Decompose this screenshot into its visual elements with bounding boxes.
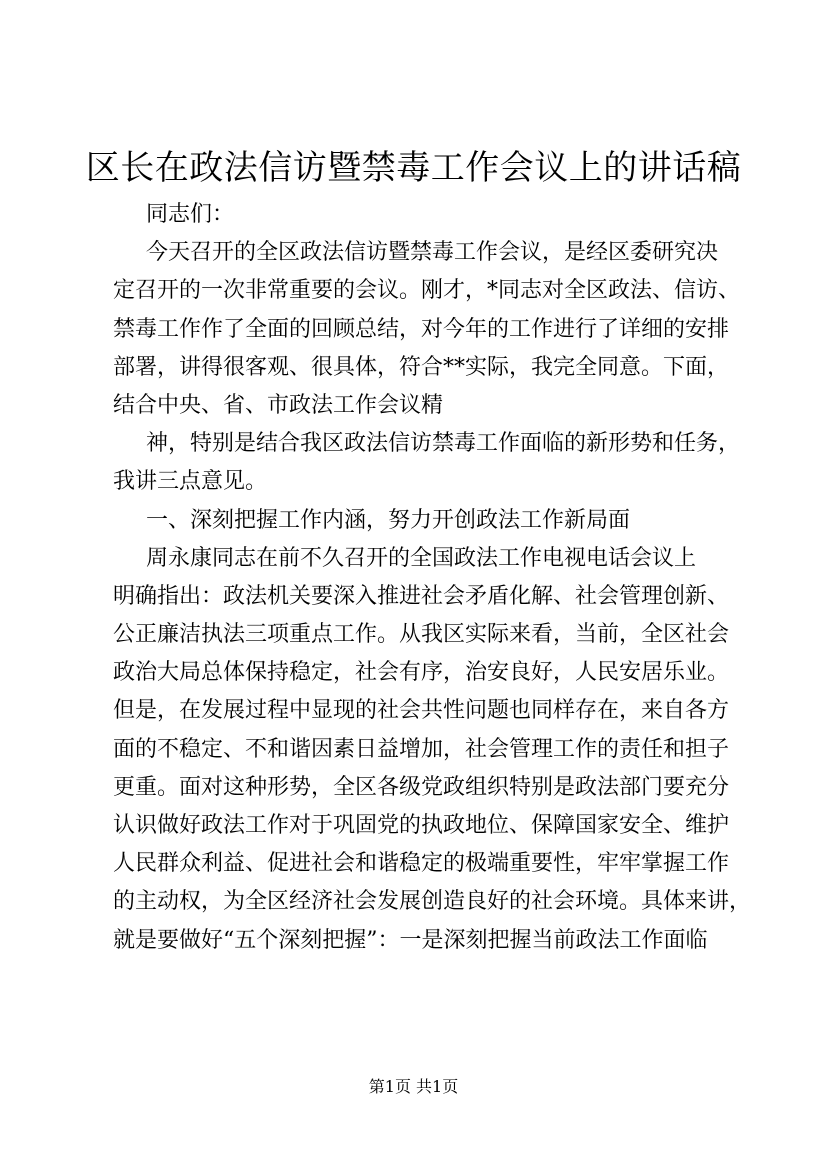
text-line: 我讲三点意见。	[113, 469, 268, 495]
page-footer: 第1页 共1页	[368, 1077, 459, 1096]
text-line: 政治大局总体保持稳定，社会有序，治安良好，人民安居乐业。	[113, 660, 730, 686]
text-line: 的主动权，为全区经济社会发展创造良好的社会环境。具体来讲，	[113, 889, 752, 915]
document-title: 区长在政法信访暨禁毒工作会议上的讲话稿	[85, 148, 742, 188]
text-line: 更重。面对这种形势，全区各级党政组织特别是政法部门要充分	[113, 774, 730, 800]
text-line: 今天召开的全区政法信访暨禁毒工作会议，是经区委研究决	[146, 240, 719, 266]
text-line: 神，特别是结合我区政法信访禁毒工作面临的新形势和任务，	[146, 431, 741, 457]
text-line: 周永康同志在前不久召开的全国政法工作电视电话会议上	[146, 545, 697, 571]
text-line: 禁毒工作作了全面的回顾总结，对今年的工作进行了详细的安排	[113, 316, 730, 342]
text-line: 定召开的一次非常重要的会议。刚才，*同志对全区政法、信访、	[113, 278, 741, 304]
section-heading: 一、深刻把握工作内涵，努力开创政法工作新局面	[146, 507, 631, 533]
document-body	[113, 196, 752, 960]
text-line: 人民群众利益、促进社会和谐稳定的极端重要性，牢牢掌握工作	[113, 851, 730, 877]
text-line: 但是，在发展过程中显现的社会共性问题也同样存在，来自各方	[113, 698, 730, 724]
text-line: 公正廉洁执法三项重点工作。从我区实际来看，当前，全区社会	[113, 622, 730, 648]
text-line: 部署，讲得很客观、很具体，符合**实际，我完全同意。下面，	[113, 354, 730, 380]
text-line: 同志们：	[146, 202, 235, 227]
text-line: 结合中央、省、市政法工作会议精	[113, 392, 444, 418]
text-line: 面的不稳定、不和谐因素日益增加，社会管理工作的责任和担子	[113, 736, 730, 762]
text-line: 认识做好政法工作对于巩固党的执政地位、保障国家安全、维护	[113, 813, 730, 838]
text-line: 就是要做好“五个深刻把握”：一是深刻把握当前政法工作面临	[113, 927, 708, 953]
text-line: 明确指出：政法机关要深入推进社会矛盾化解、社会管理创新、	[113, 583, 730, 609]
